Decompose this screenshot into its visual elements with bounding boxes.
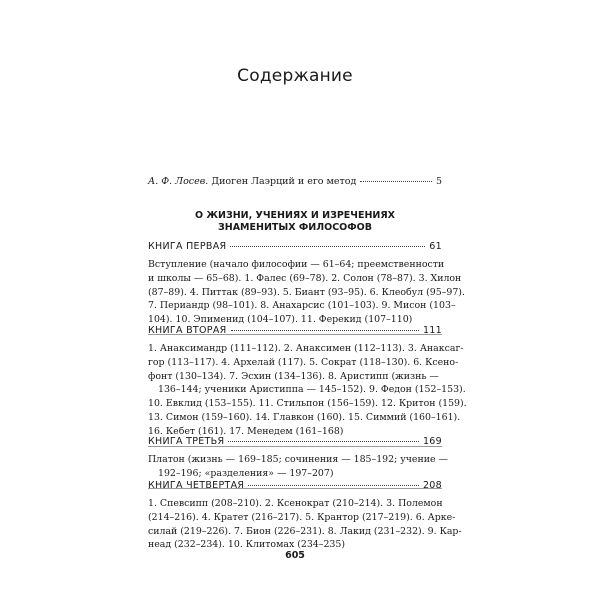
book-page: 208 <box>422 480 442 491</box>
contents-line: 136–144; ученики Аристиппа — 145–152). 9. Федон (152–153). <box>158 384 466 396</box>
contents-line: фонт (130–134). 7. Эсхин (134–136). 8. Аристипп (жизнь — <box>148 370 439 382</box>
book-heading[interactable] <box>148 436 442 447</box>
page-title: Содержание <box>237 66 353 86</box>
book-title: КНИГА ВТОРАЯ <box>148 325 227 336</box>
book-title: КНИГА ЧЕТВЕРТАЯ <box>148 480 245 491</box>
book-page: 111 <box>422 325 442 336</box>
contents-line: 1. Спевсипп (208–210). 2. Ксенократ (210–214). 3. Полемон <box>148 498 443 509</box>
contents-line: гор (113–117). 4. Архелай (117). 5. Сократ (118–130). 6. Ксено- <box>148 356 459 368</box>
contents-line: 192–196; «разделения» — 197–207) <box>158 467 334 479</box>
intro-author-separator: . <box>205 176 209 187</box>
book-entry <box>148 325 467 447</box>
contents-line: неад (232–234). 10. Клитомах (234–235) <box>148 539 346 551</box>
section-title <box>148 210 442 234</box>
dot-leader <box>230 246 425 247</box>
book-contents <box>148 258 465 327</box>
contents-line: 104). 10. Эпименид (104–107). 11. Ферекид (107–110) <box>148 314 413 326</box>
contents-line: силай (219–226). 7. Бион (226–231). 8. Лакид (231–232). 9. Кар- <box>148 525 462 537</box>
contents-line: и школы — 65–68). 1. Фалес (69–78). 2. Солон (78–87). 3. Хилон <box>148 272 462 284</box>
intro-page: 5 <box>435 176 442 187</box>
toc-page <box>148 0 467 600</box>
section-title-line-2: ЗНАМЕНИТЫХ ФИЛОСОФОВ <box>218 222 372 233</box>
contents-line: (87–89). 4. Питтак (89–93). 5. Биант (93–95). 6. Клеобул (95–97). <box>148 286 465 298</box>
toc-entry-intro[interactable] <box>148 176 442 187</box>
contents-line: 1. Анаксимандр (111–112). 2. Анаксимен (112–113). 3. Анаксаг- <box>148 343 464 354</box>
section-title-line-1: О ЖИЗНИ, УЧЕНИЯХ И ИЗРЕЧЕНИЯХ <box>195 210 395 221</box>
book-title: КНИГА ТРЕТЬЯ <box>148 436 225 447</box>
toc-entry-intro-text <box>148 176 356 187</box>
book-entry <box>148 480 462 552</box>
contents-line: 13. Симон (159–160). 14. Главкон (160). 15. Симмий (160–161). <box>148 411 461 423</box>
book-contents <box>148 497 462 552</box>
contents-line: 16. Кебет (161). 17. Менедем (161–168) <box>148 425 344 437</box>
intro-title: Диоген Лаэрций и его метод <box>211 176 357 187</box>
dot-leader <box>248 485 419 486</box>
book-heading[interactable] <box>148 480 442 491</box>
book-heading[interactable] <box>148 241 442 252</box>
book-contents <box>148 453 448 481</box>
contents-line: (214–216). 4. Кратет (216–217). 5. Крантор (217–219). 6. Арке- <box>148 511 456 523</box>
contents-line: 7. Периандр (98–101). 8. Анахарсис (101–103). 9. Мисон (103– <box>148 300 456 312</box>
dot-leader <box>231 330 419 331</box>
contents-line: 10. Евклид (153–155). 11. Стильпон (156–159). 12. Критон (159). <box>148 398 467 410</box>
book-contents <box>148 342 467 439</box>
page-number: 605 <box>285 550 305 561</box>
contents-line: Платон (жизнь — 169–185; сочинения — 185–192; учение — <box>148 454 448 465</box>
dot-leader <box>360 181 432 182</box>
book-page: 169 <box>422 436 442 447</box>
contents-line: Вступление (начало философии — 61–64; преемственности <box>148 259 445 270</box>
book-page: 61 <box>429 241 442 252</box>
intro-author: А. Ф. Лосев <box>148 176 206 187</box>
book-entry <box>148 241 465 335</box>
book-title: КНИГА ПЕРВАЯ <box>148 241 227 252</box>
book-heading[interactable] <box>148 325 442 336</box>
dot-leader <box>228 441 419 442</box>
